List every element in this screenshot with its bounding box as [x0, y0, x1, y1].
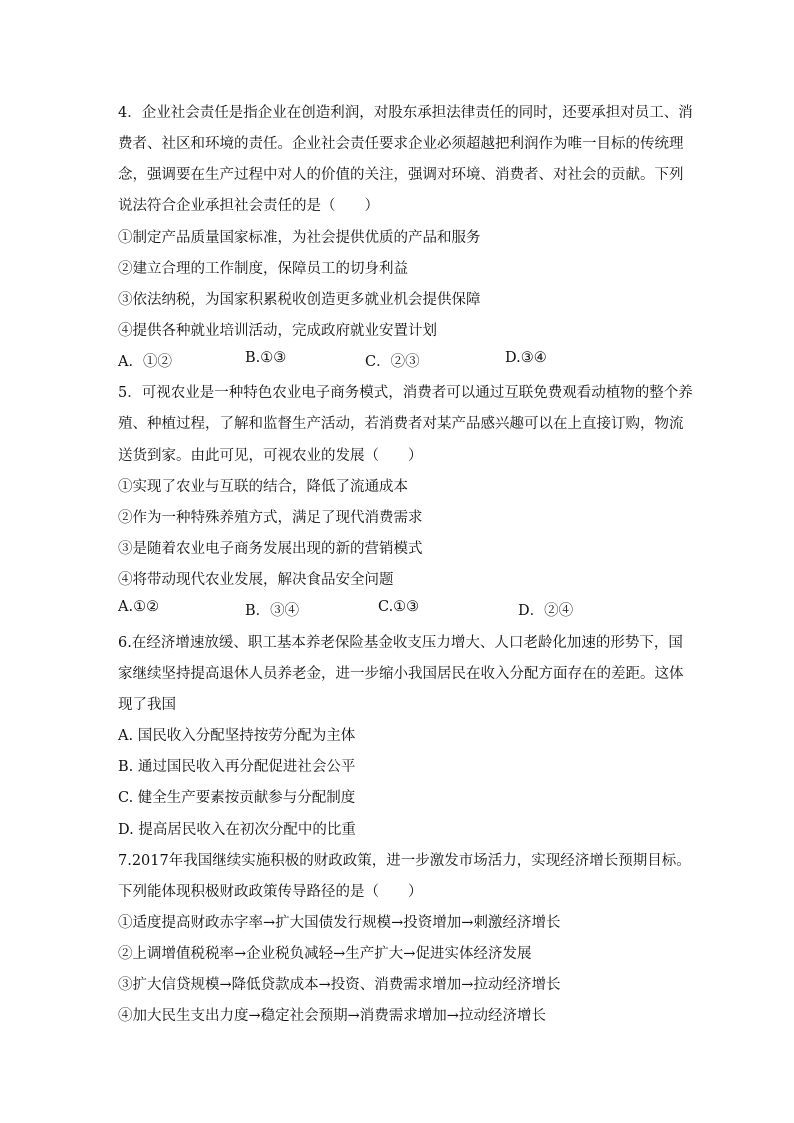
- q6-option-c: C. 健全生产要素按贡献参与分配制度: [118, 790, 356, 806]
- q5-stem-line-3: 送货到家。由此可见，可视农业的发展（ ）: [118, 448, 423, 464]
- q5-option-c: C.①③: [378, 599, 420, 615]
- q7-stem-line-2: 下列能体现积极财政政策传导路径的是（ ）: [118, 884, 423, 900]
- q5-option-a: A.①②: [118, 599, 160, 615]
- q4-item-2: ②建立合理的工作制度，保障员工的切身利益: [118, 261, 408, 277]
- q5-stem-line-1: 5．可视农业是一种特色农业电子商务模式，消费者可以通过互联免费观看动植物的整个养: [118, 385, 693, 401]
- q6-stem-line-1: 6.在经济增速放缓、职工基本养老保险基金收支压力增大、人口老龄化加速的形势下，国: [118, 635, 683, 651]
- q4-stem-line-2: 费者、社区和环境的责任。企业社会责任要求企业必须超越把利润作为唯一目标的传统理: [118, 136, 684, 152]
- q7-item-1: ①适度提高财政赤字率→扩大国债发行规模→投资增加→刺激经济增长: [118, 915, 561, 931]
- q4-option-d: D.③④: [505, 350, 547, 366]
- q5-item-1: ①实现了农业与互联的结合，降低了流通成本: [118, 479, 408, 495]
- q7-stem-line-1: 7.2017年我国继续实施积极的财政政策，进一步激发市场活力，实现经济增长预期目标。: [118, 853, 691, 869]
- q7-item-2: ②上调增值税税率→企业税负减轻→生产扩大→促进实体经济发展: [118, 946, 532, 962]
- q6-stem-line-3: 现了我国: [118, 697, 176, 713]
- q4-item-1: ①制定产品质量国家标准，为社会提供优质的产品和服务: [118, 230, 481, 246]
- q6-option-a: A. 国民收入分配坚持按劳分配为主体: [118, 728, 356, 744]
- q4-stem-line-3: 念，强调要在生产过程中对人的价值的关注，强调对环境、消费者、对社会的贡献。下列: [118, 167, 684, 183]
- q6-stem-line-2: 家继续坚持提高退休人员养老金，进一步缩小我国居民在收入分配方面存在的差距。这体: [118, 666, 684, 682]
- q5-option-d: D．②④: [518, 603, 574, 619]
- q5-option-b: B．③④: [245, 603, 300, 619]
- q5-item-2: ②作为一种特殊养殖方式，满足了现代消费需求: [118, 510, 423, 526]
- q4-stem-line-1: 4．企业社会责任是指企业在创造利润，对股东承担法律责任的同时，还要承担对员工、消: [118, 105, 693, 121]
- q4-option-a: A．①②: [118, 354, 172, 370]
- q4-stem-line-4: 说法符合企业承担社会责任的是（ ）: [118, 198, 379, 214]
- q4-option-c: C．②③: [365, 354, 420, 370]
- q5-stem-line-2: 殖、种植过程，了解和监督生产活动，若消费者对某产品感兴趣可以在上直接订购，物流: [118, 416, 684, 432]
- q6-option-d: D. 提高居民收入在初次分配中的比重: [118, 822, 356, 838]
- q4-item-3: ③依法纳税，为国家积累税收创造更多就业机会提供保障: [118, 292, 481, 308]
- q5-item-4: ④将带动现代农业发展，解决食品安全问题: [118, 572, 394, 588]
- q4-item-4: ④提供各种就业培训活动，完成政府就业安置计划: [118, 323, 437, 339]
- q7-item-3: ③扩大信贷规模→降低贷款成本→投资、消费需求增加→拉动经济增长: [118, 977, 561, 993]
- q5-item-3: ③是随着农业电子商务发展出现的新的营销模式: [118, 541, 423, 557]
- q4-option-b: B.①③: [245, 350, 287, 366]
- q6-option-b: B. 通过国民收入再分配促进社会公平: [118, 759, 356, 775]
- q7-item-4: ④加大民生支出力度→稳定社会预期→消费需求增加→拉动经济增长: [118, 1008, 546, 1024]
